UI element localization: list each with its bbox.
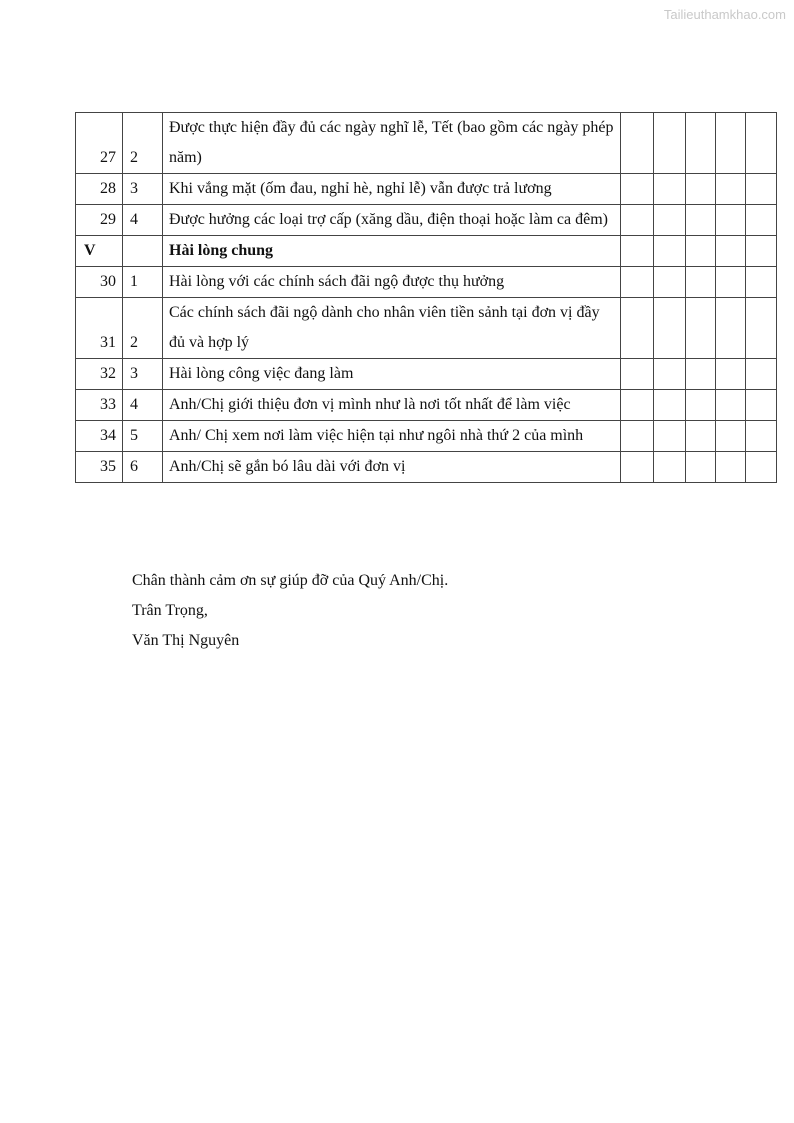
row-statement: Được hưởng các loại trợ cấp (xăng dầu, điện thoại hoặc làm ca đêm) [163, 205, 621, 236]
rating-cell-2[interactable] [654, 452, 686, 483]
rating-cell-1[interactable] [621, 267, 654, 298]
rating-cell-1[interactable] [621, 113, 654, 174]
rating-cell-4[interactable] [716, 359, 746, 390]
rating-cell-5[interactable] [746, 452, 777, 483]
row-number: 29 [76, 205, 123, 236]
rating-cell-3[interactable] [686, 205, 716, 236]
rating-cell-5[interactable] [746, 174, 777, 205]
rating-cell-5[interactable] [746, 298, 777, 359]
rating-cell-3[interactable] [686, 236, 716, 267]
rating-cell-2[interactable] [654, 236, 686, 267]
row-number: 31 [76, 298, 123, 359]
section-header-row [76, 236, 777, 267]
row-number: 34 [76, 421, 123, 452]
row-statement: Anh/Chị giới thiệu đơn vị mình như là nơi tốt nhất để làm việc [163, 390, 621, 421]
rating-cell-5[interactable] [746, 421, 777, 452]
rating-cell-3[interactable] [686, 359, 716, 390]
table-row [76, 267, 777, 298]
rating-cell-1[interactable] [621, 359, 654, 390]
rating-cell-2[interactable] [654, 174, 686, 205]
row-number: 35 [76, 452, 123, 483]
rating-cell-3[interactable] [686, 267, 716, 298]
row-number: 28 [76, 174, 123, 205]
closing-block [132, 566, 448, 656]
rating-cell-4[interactable] [716, 298, 746, 359]
sub-number: 4 [123, 390, 163, 421]
table-row [76, 390, 777, 421]
table-row [76, 113, 777, 174]
rating-cell-3[interactable] [686, 298, 716, 359]
rating-cell-2[interactable] [654, 421, 686, 452]
sub-number: 4 [123, 205, 163, 236]
table-row [76, 174, 777, 205]
row-statement: Được thực hiện đầy đủ các ngày nghĩ lễ, Tết (bao gồm các ngày phép năm) [163, 113, 621, 174]
rating-cell-5[interactable] [746, 236, 777, 267]
rating-cell-4[interactable] [716, 452, 746, 483]
row-number: 30 [76, 267, 123, 298]
sub-number: 5 [123, 421, 163, 452]
section-number: V [76, 236, 123, 267]
rating-cell-4[interactable] [716, 390, 746, 421]
table-row [76, 421, 777, 452]
sub-number: 2 [123, 113, 163, 174]
rating-cell-1[interactable] [621, 298, 654, 359]
signature-line: Văn Thị Nguyên [132, 632, 240, 649]
rating-cell-1[interactable] [621, 205, 654, 236]
sub-number: 3 [123, 359, 163, 390]
rating-cell-1[interactable] [621, 390, 654, 421]
survey-table [75, 112, 777, 483]
row-statement: Anh/ Chị xem nơi làm việc hiện tại như ngôi nhà thứ 2 của mình [163, 421, 621, 452]
rating-cell-2[interactable] [654, 390, 686, 421]
rating-cell-2[interactable] [654, 359, 686, 390]
rating-cell-1[interactable] [621, 452, 654, 483]
sub-number: 2 [123, 298, 163, 359]
row-statement: Anh/Chị sẽ gắn bó lâu dài với đơn vị [163, 452, 621, 483]
rating-cell-4[interactable] [716, 267, 746, 298]
row-number: 33 [76, 390, 123, 421]
row-statement: Hài lòng công việc đang làm [163, 359, 621, 390]
rating-cell-2[interactable] [654, 298, 686, 359]
row-statement: Khi vắng mặt (ốm đau, nghỉ hè, nghỉ lễ) vẫn được trả lương [163, 174, 621, 205]
rating-cell-5[interactable] [746, 113, 777, 174]
rating-cell-3[interactable] [686, 174, 716, 205]
sub-number [123, 236, 163, 267]
rating-cell-2[interactable] [654, 113, 686, 174]
table-row [76, 298, 777, 359]
rating-cell-3[interactable] [686, 113, 716, 174]
rating-cell-4[interactable] [716, 236, 746, 267]
rating-cell-3[interactable] [686, 452, 716, 483]
survey-table-body [76, 113, 777, 483]
thanks-line: Chân thành cảm ơn sự giúp đỡ của Quý Anh/Chị. [132, 572, 449, 589]
regards-line: Trân Trọng, [132, 602, 208, 619]
rating-cell-1[interactable] [621, 174, 654, 205]
rating-cell-3[interactable] [686, 390, 716, 421]
sub-number: 3 [123, 174, 163, 205]
row-number: 32 [76, 359, 123, 390]
row-statement: Các chính sách đãi ngộ dành cho nhân viên tiền sảnh tại đơn vị đầy đủ và hợp lý [163, 298, 621, 359]
section-title: Hài lòng chung [163, 236, 621, 267]
watermark-text: Tailieuthamkhao.com [663, 7, 786, 22]
table-row [76, 359, 777, 390]
sub-number: 1 [123, 267, 163, 298]
rating-cell-5[interactable] [746, 390, 777, 421]
rating-cell-3[interactable] [686, 421, 716, 452]
rating-cell-2[interactable] [654, 205, 686, 236]
row-number: 27 [76, 113, 123, 174]
rating-cell-4[interactable] [716, 174, 746, 205]
rating-cell-5[interactable] [746, 205, 777, 236]
table-row [76, 452, 777, 483]
rating-cell-4[interactable] [716, 421, 746, 452]
rating-cell-5[interactable] [746, 267, 777, 298]
row-statement: Hài lòng với các chính sách đãi ngộ được thụ hưởng [163, 267, 621, 298]
sub-number: 6 [123, 452, 163, 483]
table-row [76, 205, 777, 236]
rating-cell-4[interactable] [716, 205, 746, 236]
rating-cell-5[interactable] [746, 359, 777, 390]
rating-cell-4[interactable] [716, 113, 746, 174]
rating-cell-1[interactable] [621, 421, 654, 452]
rating-cell-1[interactable] [621, 236, 654, 267]
rating-cell-2[interactable] [654, 267, 686, 298]
